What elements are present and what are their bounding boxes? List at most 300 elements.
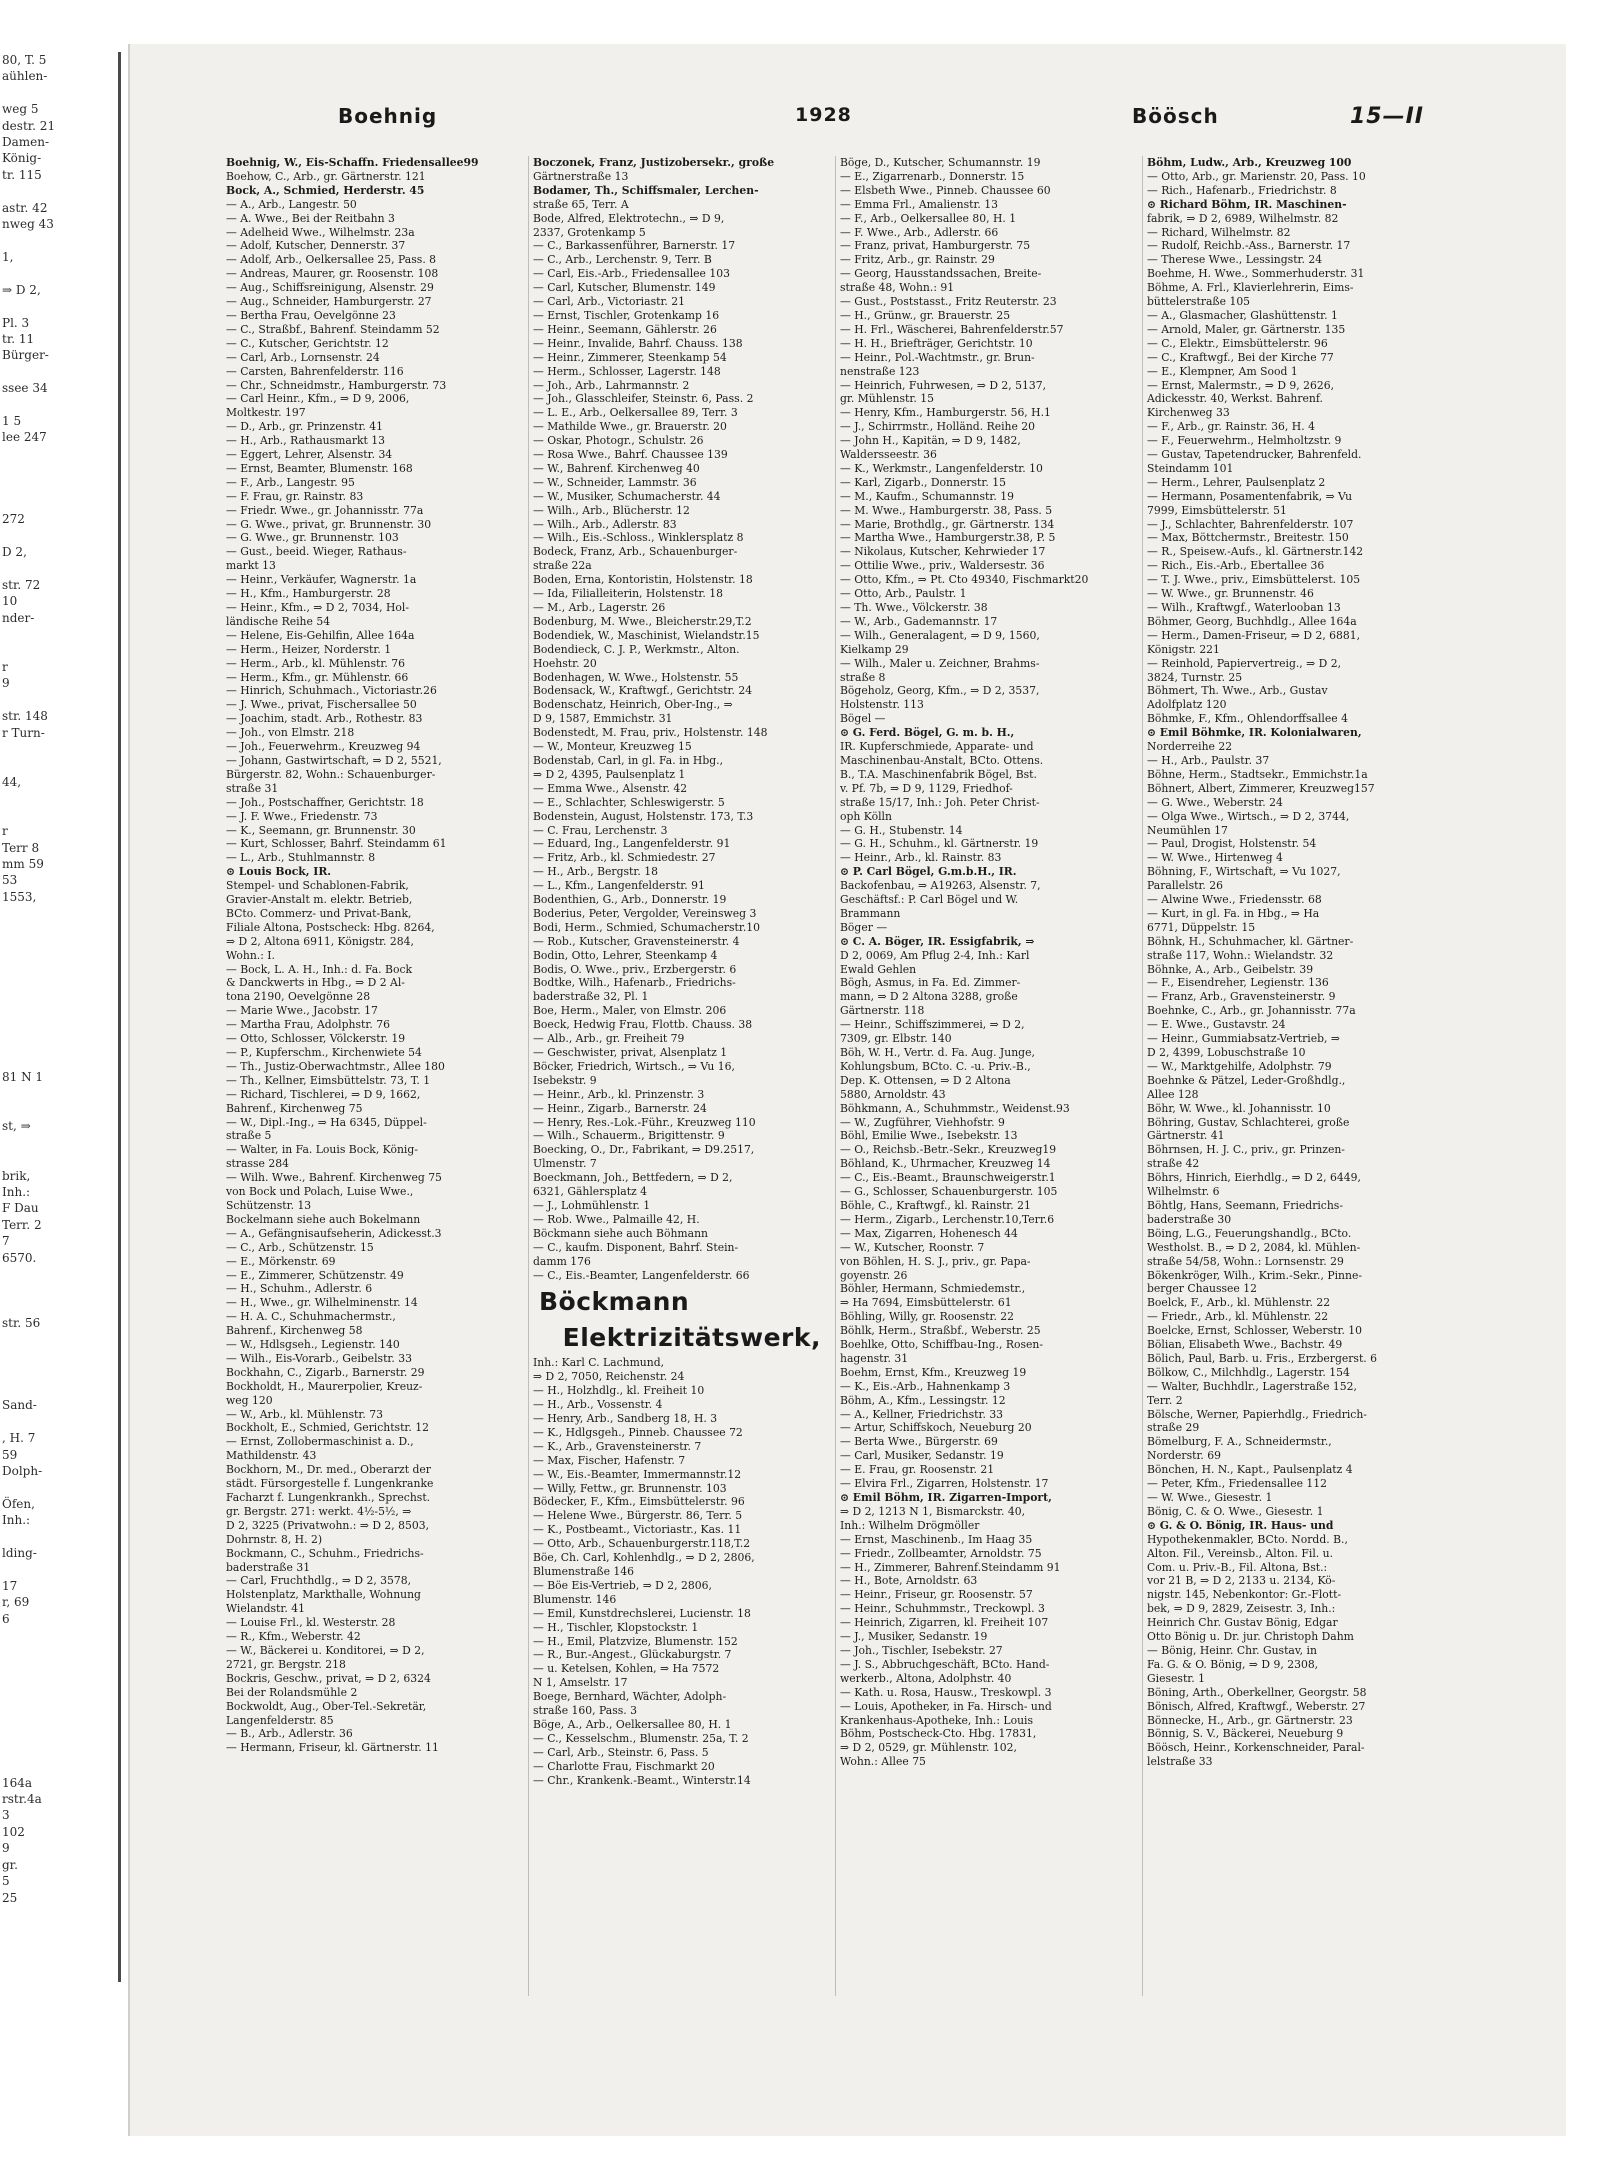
directory-entry-line: — Th. Wwe., Völckerstr. 38	[840, 601, 988, 614]
directory-entry-line: Böhm, Ludw., Arb., Kreuzweg 100	[1147, 156, 1352, 169]
directory-entry-line: — L. E., Arb., Oelkersallee 89, Terr. 3	[533, 406, 738, 420]
prev-page-fragment-line: D 2,	[2, 545, 27, 560]
directory-entry-line: D 9, 1587, Emmichstr. 31	[533, 712, 673, 726]
directory-entry-line: Boehnke & Pätzel, Leder-Großhdlg.,	[1147, 1073, 1346, 1087]
directory-entry-line: ⇒ Ha 7694, Eimsbüttelerstr. 61	[840, 1296, 1012, 1310]
directory-entry-line: straße 160, Pass. 3	[533, 1704, 638, 1718]
directory-entry-line: Böhnk, H., Schuhmacher, kl. Gärtner-	[1147, 934, 1354, 948]
directory-entry-line: — Heinr., Verkäufer, Wagnerstr. 1a	[226, 573, 417, 587]
directory-entry-line: — Carl, Kutscher, Blumenstr. 149	[533, 281, 716, 295]
directory-entry-line: — Karl, Zigarb., Donnerstr. 15	[840, 475, 1006, 489]
directory-entry-line: BCto. Commerz- und Privat-Bank,	[226, 906, 412, 920]
directory-entry-line: — Otto, Kfm., ⇒ Pt. Cto 49340, Fischmarkt20	[840, 573, 1089, 587]
directory-entry-line: Backofenbau, ⇒ A19263, Alsenstr. 7,	[840, 879, 1041, 893]
directory-entry-line: — Carl, Arb., Victoriastr. 21	[533, 295, 686, 309]
directory-entry-line: — Adolf, Arb., Oelkersallee 25, Pass. 8	[226, 253, 437, 267]
prev-page-fragment-line: lee 247	[2, 430, 47, 445]
prev-page-fragment-line: 80, T. 5	[2, 53, 47, 67]
directory-entry-line: Bodensack, W., Kraftwgf., Gerichtstr. 24	[533, 684, 753, 698]
directory-entry-line: Langenfelderstr. 85	[226, 1713, 334, 1727]
directory-entry-line: — Bock, L. A. H., Inh.: d. Fa. Bock	[226, 962, 413, 976]
directory-entry-line: straße 117, Wohn.: Wielandstr. 32	[1147, 948, 1334, 962]
directory-entry-line: Terr. 2	[1147, 1393, 1183, 1407]
prev-page-fragment-line	[2, 1282, 118, 1298]
directory-entry-line: — H., Emil, Platzvize, Blumenstr. 152	[533, 1634, 738, 1648]
prev-page-fragment-line	[2, 1693, 118, 1709]
directory-entry-line: — Richard, Tischlerei, ⇒ D 9, 1662,	[226, 1087, 421, 1101]
directory-entry-line: — Fritz, Arb., kl. Schmiedestr. 27	[533, 851, 716, 865]
prev-page-fragment-line: 6570.	[2, 1250, 37, 1265]
prev-page-fragment-line: 9	[2, 1841, 10, 1856]
directory-entry-line: — F., Arb., Oelkersallee 80, H. 1	[840, 211, 1017, 225]
prev-page-fragment-line: Bürger-	[2, 348, 49, 363]
directory-entry-line: baderstraße 31	[226, 1560, 311, 1574]
directory-entry-line: Böe, Ch. Carl, Kohlenhdlg., ⇒ D 2, 2806,	[533, 1551, 755, 1565]
directory-entry-line: — Hermann, Posamentenfabrik, ⇒ Vu	[1147, 489, 1353, 503]
directory-entry-line: straße 8	[840, 670, 886, 684]
directory-entry-line: Böing, L.G., Feuerungshandlg., BCto.	[1147, 1226, 1352, 1240]
directory-entry-line: ⇒ D 2, 4395, Paulsenplatz 1	[533, 767, 686, 781]
prev-page-fragment-line: 1553,	[2, 889, 37, 904]
prev-page-fragment-line: nder-	[2, 610, 35, 625]
directory-entry-line: — Ernst, Tischler, Grotenkamp 16	[533, 308, 720, 322]
directory-entry-line: Bodenthien, G., Arb., Donnerstr. 19	[533, 893, 727, 907]
directory-entry-line: — Heinrich, Fuhrwesen, ⇒ D 2, 5137,	[840, 378, 1047, 392]
prev-page-fragment-line: 5	[2, 1874, 10, 1889]
prev-page-fragment-line	[2, 561, 118, 577]
directory-entry-line: — Wilh., Maler u. Zeichner, Brahms-	[840, 656, 1040, 670]
directory-entry-line: — H., Kfm., Hamburgerstr. 28	[226, 587, 391, 601]
directory-entry-line: — Rudolf, Reichb.-Ass., Barnerstr. 17	[1147, 239, 1351, 253]
directory-entry-line: Bönig, C. & O. Wwe., Giesestr. 1	[1147, 1504, 1324, 1518]
directory-entry-line: — Rosa Wwe., Bahrf. Chaussee 139	[533, 448, 728, 462]
prev-page-fragment-line	[2, 741, 118, 757]
directory-entry-line: — Otto, Schlosser, Völckerstr. 19	[226, 1032, 406, 1046]
prev-page-fragment-line: Pl. 3	[2, 315, 30, 330]
directory-entry-line: — Heinr., Zimmerer, Steenkamp 54	[533, 350, 727, 364]
prev-page-fragment-line	[2, 807, 118, 823]
prev-page-fragment-line	[2, 938, 118, 954]
directory-entry-line: — Willy, Fettw., gr. Brunnenstr. 103	[533, 1481, 727, 1495]
directory-entry-line: ⊙ Richard Böhm, IR. Maschinen-	[1147, 197, 1347, 211]
directory-entry-line: — Wilh., Arb., Blücherstr. 12	[533, 503, 690, 517]
directory-entry-line: — Kurt, Schlosser, Bahrf. Steindamm 61	[226, 837, 447, 851]
directory-entry-line: — Wilh., Eis.-Schloss., Winklersplatz 8	[533, 531, 744, 545]
directory-entry-line: — E., Zigarrenarb., Donnerstr. 15	[840, 169, 1025, 183]
directory-entry-line: — Friedr. Wwe., gr. Johannisstr. 77a	[226, 503, 424, 517]
directory-entry-line: Bahrenf., Kirchenweg 75	[226, 1101, 363, 1115]
directory-entry-line: goyenstr. 26	[840, 1268, 908, 1282]
directory-entry-line: IR. Kupferschmiede, Apparate- und	[840, 740, 1034, 754]
directory-entry-line: Böhrs, Hinrich, Eierhdlg., ⇒ D 2, 6449,	[1147, 1171, 1361, 1185]
directory-entry-line: — Martha Wwe., Hamburgerstr.38, P. 5	[840, 531, 1056, 545]
directory-entry-line: — C., Arb., Schützenstr. 15	[226, 1240, 374, 1254]
directory-entry-line: — Joh., Tischler, Isebekstr. 27	[840, 1643, 1003, 1657]
directory-entry-line: — Herm., Heizer, Norderstr. 1	[226, 642, 392, 656]
prev-page-fragment-line: ssee 34	[2, 381, 48, 396]
directory-entry-line: Geschäftsf.: P. Carl Bögel und W.	[840, 893, 1019, 907]
directory-entry-line: — C., kaufm. Disponent, Bahrf. Stein-	[533, 1240, 739, 1254]
directory-entry-line: Böhmer, Georg, Buchhdlg., Allee 164a	[1147, 614, 1357, 628]
prev-page-fragment-line	[2, 1660, 118, 1676]
directory-entry-line: 2337, Grotenkamp 5	[533, 225, 646, 239]
scan-margin	[1568, 0, 1600, 2177]
directory-entry-line: — T. J. Wwe., priv., Eimsbüttelerst. 105	[1147, 573, 1361, 587]
prev-page-fragment-line: rstr.4a	[2, 1792, 42, 1807]
directory-entry-line: — Olga Wwe., Wirtsch., ⇒ D 2, 3744,	[1147, 809, 1350, 823]
directory-entry-line: Bockhorn, M., Dr. med., Oberarzt der	[226, 1463, 431, 1477]
directory-entry-line: — F. Frau, gr. Rainstr. 83	[226, 489, 364, 503]
directory-entry-line: — Peter, Kfm., Friedensallee 112	[1147, 1477, 1328, 1491]
directory-entry-line: Wohn.: Allee 75	[840, 1755, 926, 1769]
directory-entry-line: — Kath. u. Rosa, Hausw., Treskowpl. 3	[840, 1685, 1052, 1699]
directory-entry-line: ⊙ Emil Böhmke, IR. Kolonialwaren,	[1147, 726, 1362, 740]
directory-entry-line: — Carl, Fruchthdlg., ⇒ D 2, 3578,	[226, 1574, 412, 1588]
prev-page-fragment-line: 164a	[2, 1775, 33, 1790]
prev-page-fragment-line	[2, 626, 118, 642]
directory-entry-line: — W., Hdlsgseh., Legienstr. 140	[226, 1338, 400, 1352]
directory-entry-line: — Otto, Arb., Schauenburgerstr.118,T.2	[533, 1537, 751, 1551]
directory-entry-line: — A., Glasmacher, Glashüttenstr. 1	[1147, 308, 1338, 322]
prev-page-fragment-line: Terr 8	[2, 840, 40, 855]
directory-entry-line: — Ernst, Maschinenb., Im Haag 35	[840, 1532, 1033, 1546]
directory-entry-line: — E., Mörkenstr. 69	[226, 1254, 336, 1268]
directory-entry-line: Boehm, Ernst, Kfm., Kreuzweg 19	[840, 1365, 1027, 1379]
prev-page-fragment-line	[2, 1266, 118, 1282]
directory-entry-line: — G. Wwe., privat, gr. Brunnenstr. 30	[226, 517, 432, 531]
directory-entry-line: — F., Arb., gr. Rainstr. 36, H. 4	[1147, 420, 1315, 434]
directory-entry-line: gr. Bergstr. 271: werkt. 4½-5½, ⇒	[226, 1504, 412, 1518]
prev-page-fragment-line	[2, 1709, 118, 1725]
directory-entry-line: — Hermann, Friseur, kl. Gärtnerstr. 11	[226, 1741, 439, 1755]
directory-entry-line: — Heinr., Zigarb., Barnerstr. 24	[533, 1101, 707, 1115]
prev-page-fragment-line	[2, 1414, 118, 1430]
directory-entry-line: — W., Kutscher, Roonstr. 7	[840, 1240, 985, 1254]
directory-entry-line: ⇒ D 2, 1213 N 1, Bismarckstr. 40,	[840, 1504, 1026, 1518]
directory-entry-line: Alton. Fil., Vereinsb., Alton. Fil. u.	[1147, 1546, 1334, 1560]
directory-entry-line: — Eduard, Ing., Langenfelderstr. 91	[533, 837, 731, 851]
directory-entry-line: Bahrenf., Kirchenweg 58	[226, 1324, 363, 1338]
directory-entry-line: — Chr., Schneidmstr., Hamburgerstr. 73	[226, 378, 447, 392]
previous-page-fragment	[0, 52, 121, 1982]
prev-page-fragment-line: tr. 115	[2, 167, 42, 182]
directory-entry-line: — W., Bäckerei u. Konditorei, ⇒ D 2,	[226, 1643, 425, 1657]
directory-entry-line: — H., Schuhm., Adlerstr. 6	[226, 1282, 373, 1296]
directory-entry-line: — Friedr., Zollbeamter, Arnoldstr. 75	[840, 1546, 1042, 1560]
prev-page-fragment-line: r Turn-	[2, 725, 45, 740]
directory-entry-line: Böhmke, F., Kfm., Ohlendorffsallee 4	[1147, 712, 1348, 726]
directory-entry-line: städt. Fürsorgestelle f. Lungenkranke	[226, 1477, 434, 1491]
directory-entry-line: — Ernst, Malermstr., ⇒ D 9, 2626,	[1147, 378, 1335, 392]
directory-entry-line: Böhning, F., Wirtschaft, ⇒ Vu 1027,	[1147, 865, 1341, 879]
directory-entry-line: — F. Wwe., Arb., Adlerstr. 66	[840, 225, 999, 239]
header-year: 1928	[795, 104, 852, 126]
directory-entry-line: Inh.: Wilhelm Drögmöller	[840, 1518, 980, 1532]
directory-entry-line: vor 21 B, ⇒ D 2, 2133 u. 2134, Kö-	[1147, 1574, 1336, 1588]
directory-entry-line: markt 13	[226, 559, 276, 573]
directory-entry-line: — Aug., Schiffsreinigung, Alsenstr. 29	[226, 281, 434, 295]
directory-entry-line: Bodendieck, C. J. P., Werkmstr., Alton.	[533, 642, 740, 656]
directory-entry-line: — H., Grünw., gr. Brauerstr. 25	[840, 308, 1011, 322]
directory-entry-line: Boege, Bernhard, Wächter, Adolph-	[533, 1690, 727, 1704]
directory-entry-line: Neumühlen 17	[1147, 823, 1228, 837]
prev-page-fragment-line	[2, 643, 118, 659]
directory-entry-line: Böhmert, Th. Wwe., Arb., Gustav	[1147, 684, 1328, 698]
directory-entry-line: — E. Wwe., Gustavstr. 24	[1147, 1018, 1286, 1032]
prev-page-fragment-line: 3	[2, 1808, 10, 1823]
directory-entry-line: — Emma Wwe., Alsenstr. 42	[533, 781, 688, 795]
directory-entry-line: Bockholt, E., Schmied, Gerichtstr. 12	[226, 1421, 429, 1435]
directory-entry-line: — G. H., Schuhm., kl. Gärtnerstr. 19	[840, 837, 1039, 851]
directory-entry-line: — H., Arb., Bergstr. 18	[533, 865, 658, 879]
prev-page-fragment-line: 10	[2, 594, 18, 609]
directory-entry-line: Bölkow, C., Milchhdlg., Lagerstr. 154	[1147, 1365, 1350, 1379]
prev-page-fragment-line: str. 148	[2, 709, 48, 724]
directory-entry-line: — Louise Frl., kl. Westerstr. 28	[226, 1616, 396, 1630]
directory-entry-line: Bei der Rolandsmühle 2	[226, 1685, 358, 1699]
directory-entry-line: — Rob., Kutscher, Gravensteinerstr. 4	[533, 934, 740, 948]
directory-entry-line: — D., Arb., gr. Prinzenstr. 41	[226, 420, 384, 434]
directory-entry-line: Boe, Herm., Maler, von Elmstr. 206	[533, 1004, 727, 1018]
directory-entry-line: baderstraße 30	[1147, 1212, 1232, 1226]
directory-entry-line: — Heinr., Invalide, Bahrf. Chauss. 138	[533, 336, 743, 350]
directory-entry-line: — Rich., Eis.-Arb., Ebertallee 36	[1147, 559, 1325, 573]
directory-entry-line: Bockmann, C., Schuhm., Friedrichs-	[226, 1546, 424, 1560]
directory-entry-line: — Heinr., Pol.-Wachtmstr., gr. Brun-	[840, 350, 1035, 364]
directory-entry-line: B., T.A. Maschinenfabrik Bögel, Bst.	[840, 767, 1037, 781]
directory-entry-line: werkerb., Altona, Adolphstr. 40	[840, 1671, 1012, 1685]
prev-page-fragment-line	[2, 85, 118, 101]
directory-entry-line: — Joachim, stadt. Arb., Rothestr. 83	[226, 712, 423, 726]
prev-page-fragment-line: str. 56	[2, 1316, 41, 1331]
prev-page-fragment-line: 59	[2, 1447, 18, 1462]
directory-entry-line: Boehlke, Otto, Schiffbau-Ing., Rosen-	[840, 1338, 1043, 1352]
directory-entry-line: — Heinr., Schuhmmstr., Treckowpl. 3	[840, 1602, 1045, 1616]
prev-page-fragment-line	[2, 1332, 118, 1348]
directory-entry-line: — Kurt, in gl. Fa. in Hbg., ⇒ Ha	[1147, 906, 1320, 920]
directory-entry-line: Bodenstein, August, Holstenstr. 173, T.3	[533, 809, 754, 823]
prev-page-fragment-line: 17	[2, 1578, 18, 1593]
directory-entry-line: — Herm., Lehrer, Paulsenplatz 2	[1147, 475, 1326, 489]
directory-entry-line: Kielkamp 29	[840, 642, 909, 656]
directory-entry-line: — Joh., Postschaffner, Gerichtstr. 18	[226, 795, 424, 809]
directory-entry-line: — W., Bahrenf. Kirchenweg 40	[533, 461, 700, 475]
directory-entry-line: — F., Arb., Langestr. 95	[226, 475, 355, 489]
directory-entry-line: — B., Arb., Adlerstr. 36	[226, 1727, 353, 1741]
directory-entry-line: — Alwine Wwe., Friedensstr. 68	[1147, 893, 1322, 907]
directory-entry-line: Adickesstr. 40, Werkst. Bahrenf.	[1147, 392, 1323, 406]
directory-entry-line: — H., Wwe., gr. Wilhelminenstr. 14	[226, 1296, 418, 1310]
directory-entry-line: — A., Kellner, Friedrichstr. 33	[840, 1407, 1004, 1421]
directory-entry-line: Bockelmann siehe auch Bokelmann	[226, 1212, 421, 1226]
directory-entry-line: Bodtke, Wilh., Hafenarb., Friedrichs-	[533, 976, 736, 990]
directory-entry-line: — Henry, Arb., Sandberg 18, H. 3	[533, 1412, 718, 1426]
directory-entry-line: — C., Kesselschm., Blumenstr. 25a, T. 2	[533, 1731, 749, 1745]
directory-entry-line: straße 15/17, Inh.: Joh. Peter Christ-	[840, 795, 1040, 809]
directory-entry-line: — Andreas, Maurer, gr. Roosenstr. 108	[226, 267, 439, 281]
directory-entry-line: ⊙ Emil Böhm, IR. Zigarren-Import,	[840, 1491, 1052, 1504]
prev-page-fragment-line: r	[2, 660, 8, 675]
directory-entry-line: — E., Zimmerer, Schützenstr. 49	[226, 1268, 404, 1282]
directory-entry-line: Com. u. Priv.-B., Fil. Altona, Bst.:	[1147, 1560, 1328, 1574]
prev-page-fragment-line	[2, 183, 118, 199]
directory-entry-line: ⇒ D 2, 0529, gr. Mühlenstr. 102,	[840, 1741, 1017, 1755]
prev-page-fragment-line	[2, 298, 118, 314]
directory-entry-line: — Heinrich, Zigarren, kl. Freiheit 107	[840, 1616, 1049, 1630]
directory-entry-line: — Joh., Glasschleifer, Steinstr. 6, Pass. 2	[533, 392, 754, 406]
directory-entry-line: Boehme, H. Wwe., Sommerhuderstr. 31	[1147, 267, 1365, 281]
directory-entry-line: — R., Bur.-Angest., Glückaburgstr. 7	[533, 1648, 732, 1662]
directory-entry-line: Böhrnsen, H. J. C., priv., gr. Prinzen-	[1147, 1143, 1345, 1157]
directory-entry-line: — Carl Heinr., Kfm., ⇒ D 9, 2006,	[226, 392, 410, 406]
directory-entry-line: — Franz, privat, Hamburgerstr. 75	[840, 239, 1031, 253]
directory-entry-line: Boden, Erna, Kontoristin, Holstenstr. 18	[533, 573, 753, 587]
prev-page-fragment-line	[2, 397, 118, 413]
directory-entry-line: Bockholdt, H., Maurerpolier, Kreuz-	[226, 1379, 423, 1393]
prev-page-fragment-line	[2, 1627, 118, 1643]
directory-entry-line: — K., Hdlgsgeh., Pinneb. Chaussee 72	[533, 1425, 743, 1439]
prev-page-fragment-line	[2, 265, 118, 281]
directory-entry-line: — C., Kraftwgf., Bei der Kirche 77	[1147, 350, 1334, 364]
directory-entry-line: straße 42	[1147, 1157, 1200, 1171]
directory-entry-line: büttelerstraße 105	[1147, 295, 1251, 309]
directory-entry-line: — W., Monteur, Kreuzweg 15	[533, 740, 692, 754]
directory-entry-line: Bodenhagen, W. Wwe., Holstenstr. 55	[533, 670, 739, 684]
directory-entry-line: Norderstr. 69	[1147, 1449, 1222, 1463]
prev-page-fragment-line	[2, 1561, 118, 1577]
directory-entry-line: — Carsten, Bahrenfelderstr. 116	[226, 364, 404, 378]
directory-entry-line: — Rich., Hafenarb., Friedrichstr. 8	[1147, 183, 1337, 197]
prev-page-fragment-line	[2, 922, 118, 938]
directory-entry-line: lelstraße 33	[1147, 1755, 1213, 1769]
directory-entry-line: Parallelstr. 26	[1147, 879, 1224, 893]
prev-page-fragment-line: Inh.:	[2, 1185, 31, 1200]
directory-entry-line: — Hinrich, Schuhmach., Victoriastr.26	[226, 684, 437, 698]
directory-entry-line: — Martha Frau, Adolphstr. 76	[226, 1018, 390, 1032]
directory-entry-line: — H., Zimmerer, Bahrenf.Steindamm 91	[840, 1560, 1061, 1574]
directory-entry-line: — Wilh., Schauerm., Brigittenstr. 9	[533, 1129, 725, 1143]
directory-entry-line: 7309, gr. Elbstr. 140	[840, 1032, 952, 1046]
directory-entry-line: Böhl, Emilie Wwe., Isebekstr. 13	[840, 1129, 1018, 1143]
directory-entry-line: — W. Wwe., Giesestr. 1	[1147, 1491, 1273, 1504]
directory-entry-line: — K., Werkmstr., Langenfelderstr. 10	[840, 461, 1043, 475]
prev-page-fragment-line	[2, 1758, 118, 1774]
directory-entry-line: bek, ⇒ D 9, 2829, Zeisestr. 3, Inh.:	[1147, 1602, 1336, 1616]
directory-entry-line: Bodamer, Th., Schiffsmaler, Lerchen-	[533, 183, 759, 197]
directory-entry-line: — Friedr., Arb., kl. Mühlenstr. 22	[1147, 1310, 1329, 1324]
directory-entry-line: Bodin, Otto, Lehrer, Steenkamp 4	[533, 948, 718, 962]
directory-entry-line: — R., Kfm., Weberstr. 42	[226, 1630, 361, 1644]
directory-entry-line: Boeckmann, Joh., Bettfedern, ⇒ D 2,	[533, 1171, 733, 1185]
directory-entry-line: 2721, gr. Bergstr. 218	[226, 1657, 346, 1671]
directory-entry-line: — Ida, Filialleiterin, Holstenstr. 18	[533, 587, 723, 601]
prev-page-fragment-line	[2, 1365, 118, 1381]
directory-entry-line: Bömelburg, F. A., Schneidermstr.,	[1147, 1435, 1332, 1449]
directory-entry-line: — W. Wwe., Hirtenweg 4	[1147, 851, 1283, 865]
directory-entry-line: Böhling, Willy, gr. Roosenstr. 22	[840, 1310, 1015, 1324]
prev-page-fragment-line: F Dau	[2, 1201, 39, 1216]
prev-page-fragment-line	[2, 954, 118, 970]
directory-entry-line: — Böe Eis-Vertrieb, ⇒ D 2, 2806,	[533, 1578, 712, 1592]
directory-entry-line: — Chr., Krankenk.-Beamt., Winterstr.14	[533, 1773, 751, 1787]
directory-entry-line: Maschinenbau-Anstalt, BCto. Ottens.	[840, 753, 1044, 767]
directory-entry-line: Böhm, A., Kfm., Lessingstr. 12	[840, 1393, 1006, 1407]
directory-entry-line: straße 31	[226, 781, 279, 795]
directory-entry-line: — W., Schneider, Lammstr. 36	[533, 475, 697, 489]
directory-entry-line: 5880, Arnoldstr. 43	[840, 1087, 946, 1101]
directory-entry-line: — Nikolaus, Kutscher, Kehrwieder 17	[840, 545, 1046, 559]
directory-entry-line: — G. Wwe., Weberstr. 24	[1147, 795, 1283, 809]
directory-entry-line: Wielandstr. 41	[226, 1602, 305, 1616]
directory-entry-line: — Adelheid Wwe., Wilhelmstr. 23a	[226, 225, 415, 239]
directory-entry-line: Bode, Alfred, Elektrotechn., ⇒ D 9,	[533, 211, 725, 225]
directory-entry-line: — W., Eis.-Beamter, Immermannstr.12	[533, 1467, 742, 1481]
directory-entry-line: Allee 128	[1147, 1087, 1199, 1101]
prev-page-fragment-line: tr. 11	[2, 331, 35, 346]
directory-entry-line: — H. Frl., Wäscherei, Bahrenfelderstr.57	[840, 322, 1064, 336]
directory-entry-line: Bögel —	[840, 712, 886, 726]
directory-entry-line: Blumenstr. 146	[533, 1592, 617, 1606]
directory-entry-line: — J., Lohmühlenstr. 1	[533, 1198, 651, 1212]
directory-entry-line: — Joh., von Elmstr. 218	[226, 726, 355, 740]
directory-entry-line: Fa. G. & O. Bönig, ⇒ D 9, 2308,	[1147, 1657, 1319, 1671]
directory-entry-line: — Geschwister, privat, Alsenplatz 1	[533, 1046, 728, 1059]
directory-entry-line: fabrik, ⇒ D 2, 6989, Wilhelmstr. 82	[1147, 211, 1339, 225]
directory-entry-line: Waldersseestr. 36	[840, 448, 937, 462]
directory-entry-line: Böhlk, Herm., Straßbf., Weberstr. 25	[840, 1324, 1041, 1338]
prev-page-fragment-line: 272	[2, 512, 25, 527]
directory-entry-line: — Heinr., Friseur, gr. Roosenstr. 57	[840, 1588, 1033, 1602]
directory-entry-line: — E., Klempner, Am Sood 1	[1147, 364, 1298, 378]
directory-entry-line: ⊙ G. Ferd. Bögel, G. m. b. H.,	[840, 726, 1015, 740]
directory-entry-line: Wilhelmstr. 6	[1147, 1185, 1220, 1199]
directory-entry-line: — H., Holzhdlg., kl. Freiheit 10	[533, 1384, 705, 1398]
directory-entry-line: — E., Schlachter, Schleswigerstr. 5	[533, 795, 725, 809]
prev-page-fragment-line	[2, 1135, 118, 1151]
directory-entry-line: — H., Arb., Vossenstr. 4	[533, 1398, 663, 1412]
directory-entry-line: — John H., Kapitän, ⇒ D 9, 1482,	[840, 434, 1021, 448]
directory-entry-line: — C., Elektr., Eimsbüttelerstr. 96	[1147, 336, 1328, 350]
prev-page-fragment-line: 102	[2, 1824, 25, 1839]
directory-entry-line: — G. Wwe., gr. Brunnenstr. 103	[226, 531, 399, 545]
prev-page-fragment-line: 1,	[2, 249, 14, 264]
directory-entry-line: — Marie Wwe., Jacobstr. 17	[226, 1004, 378, 1018]
prev-page-fragment-line: gr.	[2, 1857, 18, 1872]
directory-entry-line: — Henry, Res.-Lok.-Führ., Kreuzweg 110	[533, 1115, 756, 1129]
prev-page-fragment-line	[2, 971, 118, 987]
prev-page-fragment-line	[2, 495, 118, 511]
directory-entry-line: — Aug., Schneider, Hamburgerstr. 27	[226, 295, 432, 309]
directory-entry-line: — W., Musiker, Schumacherstr. 44	[533, 489, 721, 503]
directory-entry-line: Bölsche, Werner, Papierhdlg., Friedrich-	[1147, 1407, 1367, 1421]
directory-entry-line: Gärtnerstr. 41	[1147, 1129, 1225, 1143]
directory-entry-line: — Bertha Frau, Oevelgönne 23	[226, 308, 396, 322]
directory-entry-line: Böhne, Herm., Stadtsekr., Emmichstr.1a	[1147, 767, 1368, 781]
directory-entry-line: Böhtlg, Hans, Seemann, Friedrichs-	[1147, 1198, 1343, 1212]
directory-entry-line: — Herm., Kfm., gr. Mühlenstr. 66	[226, 670, 409, 684]
directory-entry-line: Boelck, F., Arb., kl. Mühlenstr. 22	[1147, 1296, 1331, 1310]
prev-page-fragment-line	[2, 1725, 118, 1741]
directory-entry-line: Bögh, Asmus, in Fa. Ed. Zimmer-	[840, 976, 1021, 990]
prev-page-fragment-line: aühlen-	[2, 69, 48, 84]
directory-entry-line: — C., Eis.-Beamter, Langenfelderstr. 66	[533, 1268, 750, 1282]
header-right-keyword: Böösch	[1132, 104, 1219, 128]
directory-entry-line: — Adolf, Kutscher, Dennerstr. 37	[226, 239, 406, 253]
directory-entry-line: — Heinr., Arb., kl. Rainstr. 83	[840, 851, 1002, 865]
directory-entry-line: — Herm., Damen-Friseur, ⇒ D 2, 6881,	[1147, 628, 1361, 642]
directory-entry-line: Böhland, K., Uhrmacher, Kreuzweg 14	[840, 1157, 1051, 1171]
prev-page-fragment-line: , H. 7	[2, 1431, 36, 1446]
